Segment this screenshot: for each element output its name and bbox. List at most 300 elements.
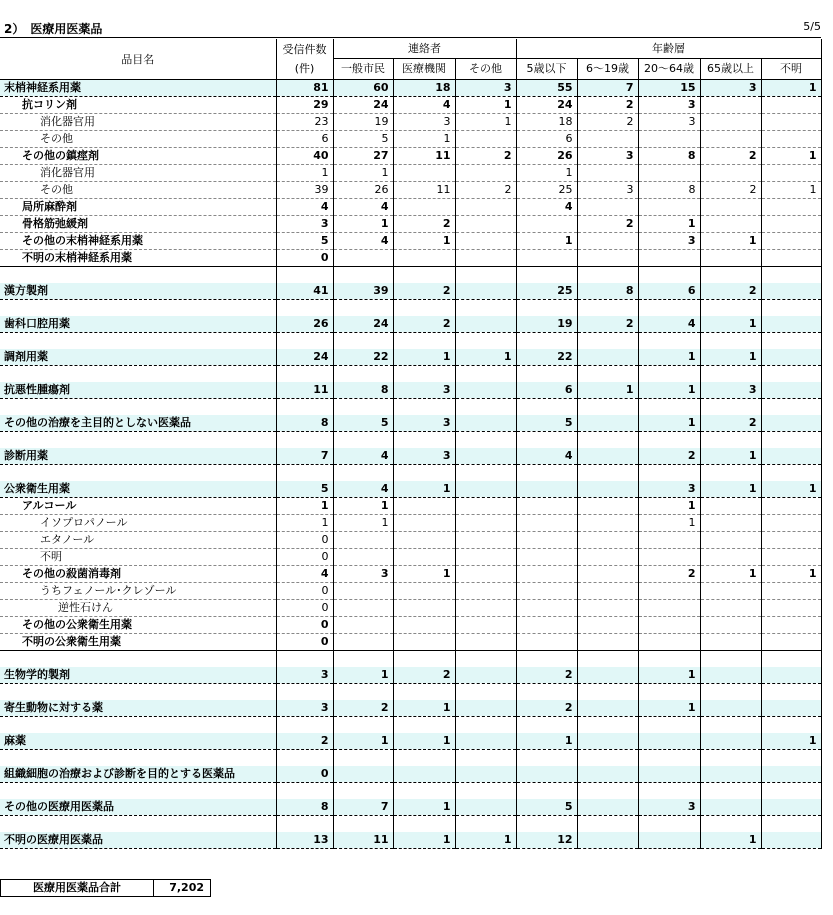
table-row (0, 549, 821, 566)
value-cell: 1 (638, 498, 700, 515)
value-cell: 1 (455, 114, 516, 131)
value-cell: 1 (700, 316, 761, 333)
header-col-age-6-19: 6～19歳 (577, 59, 638, 80)
value-cell: 3 (276, 216, 333, 233)
value-cell (455, 382, 516, 399)
blank-cell (455, 717, 516, 734)
item-name-cell: その他の末梢神経系用薬 (0, 233, 276, 250)
value-cell: 1 (393, 832, 455, 849)
blank-cell (455, 432, 516, 449)
blank-cell (393, 399, 455, 416)
blank-cell (276, 684, 333, 701)
value-cell: 40 (276, 148, 333, 165)
value-cell: 1 (393, 131, 455, 148)
blank-cell (0, 684, 276, 701)
blank-cell (516, 816, 577, 833)
value-cell: 7 (577, 80, 638, 97)
value-cell (393, 199, 455, 216)
blank-cell (516, 717, 577, 734)
value-cell (761, 316, 821, 333)
value-cell (577, 415, 638, 432)
header-col-medical-institution: 医療機関 (393, 59, 455, 80)
blank-cell (276, 465, 333, 482)
value-cell (761, 634, 821, 651)
value-cell: 2 (700, 283, 761, 300)
table-row (0, 832, 821, 849)
value-cell (700, 216, 761, 233)
blank-cell (276, 651, 333, 668)
blank-cell (393, 717, 455, 734)
item-name-cell: 診断用薬 (0, 448, 276, 465)
blank-cell (0, 300, 276, 317)
value-cell (455, 283, 516, 300)
value-cell: 1 (700, 832, 761, 849)
table-row (0, 799, 821, 816)
blank-cell (638, 333, 700, 350)
value-cell (455, 448, 516, 465)
value-cell: 0 (276, 250, 333, 267)
value-cell: 8 (638, 182, 700, 199)
value-cell (700, 549, 761, 566)
value-cell (393, 617, 455, 634)
value-cell (700, 199, 761, 216)
value-cell: 4 (333, 199, 393, 216)
value-cell: 1 (761, 733, 821, 750)
value-cell (638, 832, 700, 849)
blank-cell (516, 267, 577, 284)
value-cell: 1 (333, 733, 393, 750)
item-name-cell: 歯科口腔用薬 (0, 316, 276, 333)
value-cell (761, 114, 821, 131)
value-cell (638, 549, 700, 566)
value-cell: 4 (333, 233, 393, 250)
item-name-cell: 寄生動物に対する薬 (0, 700, 276, 717)
value-cell: 1 (333, 216, 393, 233)
value-cell: 1 (393, 733, 455, 750)
blank-cell (333, 432, 393, 449)
statistics-table (0, 39, 822, 849)
value-cell (455, 498, 516, 515)
value-cell (761, 667, 821, 684)
blank-cell (455, 465, 516, 482)
value-cell: 1 (700, 481, 761, 498)
value-cell: 1 (638, 216, 700, 233)
value-cell: 7 (276, 448, 333, 465)
value-cell: 26 (276, 316, 333, 333)
blank-cell (276, 717, 333, 734)
table-row (0, 766, 821, 783)
value-cell (700, 250, 761, 267)
blank-cell (577, 333, 638, 350)
item-name-cell: その他の鎮痙剤 (0, 148, 276, 165)
value-cell (393, 515, 455, 532)
blank-cell (276, 333, 333, 350)
value-cell: 1 (276, 165, 333, 182)
item-name-cell: 不明の公衆衛生用薬 (0, 634, 276, 651)
item-name-cell: 公衆衛生用薬 (0, 481, 276, 498)
value-cell: 1 (333, 515, 393, 532)
table-row (0, 267, 821, 284)
blank-cell (276, 366, 333, 383)
header-contact: 連絡者 (333, 39, 516, 59)
value-cell: 11 (393, 182, 455, 199)
table-row (0, 684, 821, 701)
item-name-cell: その他 (0, 131, 276, 148)
value-cell (516, 600, 577, 617)
value-cell: 2 (455, 182, 516, 199)
value-cell: 0 (276, 766, 333, 783)
value-cell (638, 733, 700, 750)
value-cell: 3 (393, 382, 455, 399)
value-cell: 12 (516, 832, 577, 849)
value-cell: 2 (393, 283, 455, 300)
value-cell: 1 (700, 349, 761, 366)
value-cell: 2 (577, 114, 638, 131)
table-row (0, 233, 821, 250)
blank-cell (276, 300, 333, 317)
blank-cell (761, 783, 821, 800)
blank-cell (276, 432, 333, 449)
value-cell: 25 (516, 182, 577, 199)
blank-cell (516, 465, 577, 482)
value-cell (761, 382, 821, 399)
value-cell: 6 (276, 131, 333, 148)
value-cell: 2 (516, 700, 577, 717)
value-cell (761, 583, 821, 600)
value-cell (761, 415, 821, 432)
header-col-other: その他 (455, 59, 516, 80)
value-cell (761, 832, 821, 849)
value-cell: 1 (393, 481, 455, 498)
value-cell: 1 (761, 148, 821, 165)
value-cell (455, 766, 516, 783)
value-cell: 3 (276, 700, 333, 717)
value-cell (761, 283, 821, 300)
value-cell (455, 165, 516, 182)
item-name-cell: アルコール (0, 498, 276, 515)
value-cell (761, 498, 821, 515)
value-cell (761, 448, 821, 465)
blank-cell (393, 684, 455, 701)
blank-cell (0, 816, 276, 833)
table-row (0, 566, 821, 583)
value-cell: 3 (638, 233, 700, 250)
value-cell (700, 600, 761, 617)
table-row (0, 532, 821, 549)
value-cell (393, 165, 455, 182)
blank-cell (516, 651, 577, 668)
value-cell: 1 (393, 233, 455, 250)
blank-cell (393, 300, 455, 317)
header-received-unit: (件) (294, 62, 315, 75)
item-name-cell: 生物学的製剤 (0, 667, 276, 684)
value-cell (455, 316, 516, 333)
value-cell: 60 (333, 80, 393, 97)
value-cell (577, 700, 638, 717)
blank-cell (577, 816, 638, 833)
value-cell: 55 (516, 80, 577, 97)
blank-cell (761, 717, 821, 734)
value-cell: 8 (577, 283, 638, 300)
header-col-age-20-64: 20～64歳 (638, 59, 700, 80)
header-col-general-public: 一般市民 (333, 59, 393, 80)
blank-cell (700, 432, 761, 449)
value-cell: 26 (333, 182, 393, 199)
value-cell: 11 (393, 148, 455, 165)
value-cell: 4 (276, 199, 333, 216)
blank-cell (455, 750, 516, 767)
value-cell (761, 799, 821, 816)
blank-cell (577, 717, 638, 734)
table-row (0, 382, 821, 399)
table-row (0, 481, 821, 498)
blank-cell (0, 432, 276, 449)
value-cell (455, 700, 516, 717)
value-cell: 15 (638, 80, 700, 97)
blank-cell (393, 267, 455, 284)
blank-cell (577, 783, 638, 800)
blank-cell (638, 465, 700, 482)
blank-cell (516, 366, 577, 383)
blank-cell (761, 465, 821, 482)
value-cell: 3 (276, 667, 333, 684)
value-cell (516, 481, 577, 498)
blank-cell (333, 465, 393, 482)
value-cell (333, 549, 393, 566)
value-cell (761, 349, 821, 366)
blank-cell (276, 783, 333, 800)
blank-cell (761, 432, 821, 449)
value-cell (455, 216, 516, 233)
value-cell: 24 (516, 97, 577, 114)
table-row (0, 283, 821, 300)
value-cell (700, 131, 761, 148)
value-cell: 3 (638, 97, 700, 114)
value-cell (455, 600, 516, 617)
value-cell: 3 (700, 382, 761, 399)
value-cell (393, 766, 455, 783)
value-cell (333, 583, 393, 600)
value-cell: 1 (333, 667, 393, 684)
table-row (0, 216, 821, 233)
value-cell (333, 532, 393, 549)
value-cell: 3 (577, 148, 638, 165)
table-row (0, 634, 821, 651)
blank-cell (333, 750, 393, 767)
table-row (0, 182, 821, 199)
blank-cell (577, 465, 638, 482)
blank-cell (0, 366, 276, 383)
table-row (0, 515, 821, 532)
value-cell (700, 114, 761, 131)
value-cell: 3 (700, 80, 761, 97)
value-cell: 2 (700, 415, 761, 432)
value-cell: 19 (333, 114, 393, 131)
value-cell: 25 (516, 283, 577, 300)
blank-cell (333, 783, 393, 800)
blank-cell (276, 399, 333, 416)
value-cell: 0 (276, 549, 333, 566)
value-cell (638, 250, 700, 267)
value-cell: 1 (700, 448, 761, 465)
table-row (0, 600, 821, 617)
value-cell: 24 (276, 349, 333, 366)
table-row (0, 700, 821, 717)
table-row (0, 717, 821, 734)
value-cell: 7 (333, 799, 393, 816)
blank-cell (516, 333, 577, 350)
value-cell (638, 617, 700, 634)
blank-cell (700, 684, 761, 701)
value-cell: 4 (638, 316, 700, 333)
blank-cell (638, 399, 700, 416)
item-name-cell: その他の医療用医薬品 (0, 799, 276, 816)
blank-cell (516, 783, 577, 800)
table-row (0, 651, 821, 668)
table-row (0, 498, 821, 515)
blank-cell (276, 267, 333, 284)
item-name-cell: うちフェノール･クレゾール (0, 583, 276, 600)
blank-cell (455, 333, 516, 350)
table-row (0, 816, 821, 833)
value-cell: 2 (393, 216, 455, 233)
item-name-cell: 麻薬 (0, 733, 276, 750)
value-cell (700, 498, 761, 515)
item-name-cell: 不明の医療用医薬品 (0, 832, 276, 849)
blank-cell (761, 750, 821, 767)
value-cell: 3 (393, 114, 455, 131)
value-cell (761, 216, 821, 233)
value-cell (577, 566, 638, 583)
blank-cell (393, 750, 455, 767)
value-cell (393, 250, 455, 267)
value-cell (700, 583, 761, 600)
value-cell: 11 (276, 382, 333, 399)
value-cell: 1 (516, 165, 577, 182)
header-age: 年齢層 (516, 39, 821, 59)
value-cell (638, 165, 700, 182)
value-cell (516, 583, 577, 600)
blank-cell (700, 717, 761, 734)
value-cell: 39 (333, 283, 393, 300)
table-row (0, 465, 821, 482)
blank-cell (393, 333, 455, 350)
value-cell: 3 (577, 182, 638, 199)
blank-cell (638, 366, 700, 383)
value-cell: 3 (455, 80, 516, 97)
value-cell: 1 (577, 382, 638, 399)
blank-cell (0, 465, 276, 482)
value-cell (393, 532, 455, 549)
value-cell: 2 (393, 316, 455, 333)
value-cell (516, 617, 577, 634)
value-cell (393, 634, 455, 651)
value-cell (761, 700, 821, 717)
blank-cell (577, 432, 638, 449)
value-cell (516, 216, 577, 233)
value-cell (761, 97, 821, 114)
value-cell: 1 (638, 667, 700, 684)
value-cell: 2 (577, 97, 638, 114)
value-cell: 3 (638, 799, 700, 816)
item-name-cell: エタノール (0, 532, 276, 549)
table-row (0, 300, 821, 317)
blank-cell (0, 333, 276, 350)
item-name-cell: 組織細胞の治療および診断を目的とする医薬品 (0, 766, 276, 783)
blank-cell (761, 267, 821, 284)
value-cell: 1 (516, 233, 577, 250)
value-cell (455, 532, 516, 549)
value-cell (761, 131, 821, 148)
blank-cell (393, 816, 455, 833)
header-received-count (276, 39, 333, 80)
value-cell: 2 (455, 148, 516, 165)
value-cell: 6 (516, 382, 577, 399)
value-cell: 1 (638, 700, 700, 717)
value-cell (577, 448, 638, 465)
blank-cell (516, 432, 577, 449)
blank-cell (700, 399, 761, 416)
value-cell: 1 (516, 733, 577, 750)
value-cell (455, 634, 516, 651)
value-cell (455, 733, 516, 750)
table-row (0, 750, 821, 767)
table-row (0, 131, 821, 148)
value-cell: 2 (333, 700, 393, 717)
blank-cell (455, 816, 516, 833)
value-cell (700, 617, 761, 634)
item-name-cell: 消化器官用 (0, 114, 276, 131)
value-cell (393, 600, 455, 617)
value-cell: 1 (333, 165, 393, 182)
value-cell: 8 (276, 799, 333, 816)
value-cell: 4 (276, 566, 333, 583)
value-cell: 3 (638, 114, 700, 131)
blank-cell (638, 267, 700, 284)
blank-cell (455, 366, 516, 383)
value-cell (638, 600, 700, 617)
value-cell: 2 (700, 148, 761, 165)
blank-cell (0, 651, 276, 668)
blank-cell (0, 750, 276, 767)
value-cell (516, 532, 577, 549)
header-col-age-unknown: 不明 (761, 59, 821, 80)
table-row (0, 165, 821, 182)
value-cell: 18 (393, 80, 455, 97)
value-cell (577, 583, 638, 600)
value-cell (761, 165, 821, 182)
item-name-cell: 不明 (0, 549, 276, 566)
value-cell (638, 634, 700, 651)
value-cell: 2 (577, 216, 638, 233)
value-cell (700, 766, 761, 783)
value-cell (455, 199, 516, 216)
value-cell: 27 (333, 148, 393, 165)
value-cell: 1 (638, 382, 700, 399)
value-cell: 24 (333, 97, 393, 114)
value-cell: 1 (455, 832, 516, 849)
value-cell: 4 (333, 448, 393, 465)
blank-cell (393, 783, 455, 800)
item-name-cell: 末梢神経系用薬 (0, 80, 276, 97)
value-cell (761, 617, 821, 634)
blank-cell (577, 750, 638, 767)
value-cell: 3 (393, 448, 455, 465)
value-cell (455, 250, 516, 267)
value-cell (577, 515, 638, 532)
item-name-cell: その他の公衆衛生用薬 (0, 617, 276, 634)
table-row (0, 583, 821, 600)
